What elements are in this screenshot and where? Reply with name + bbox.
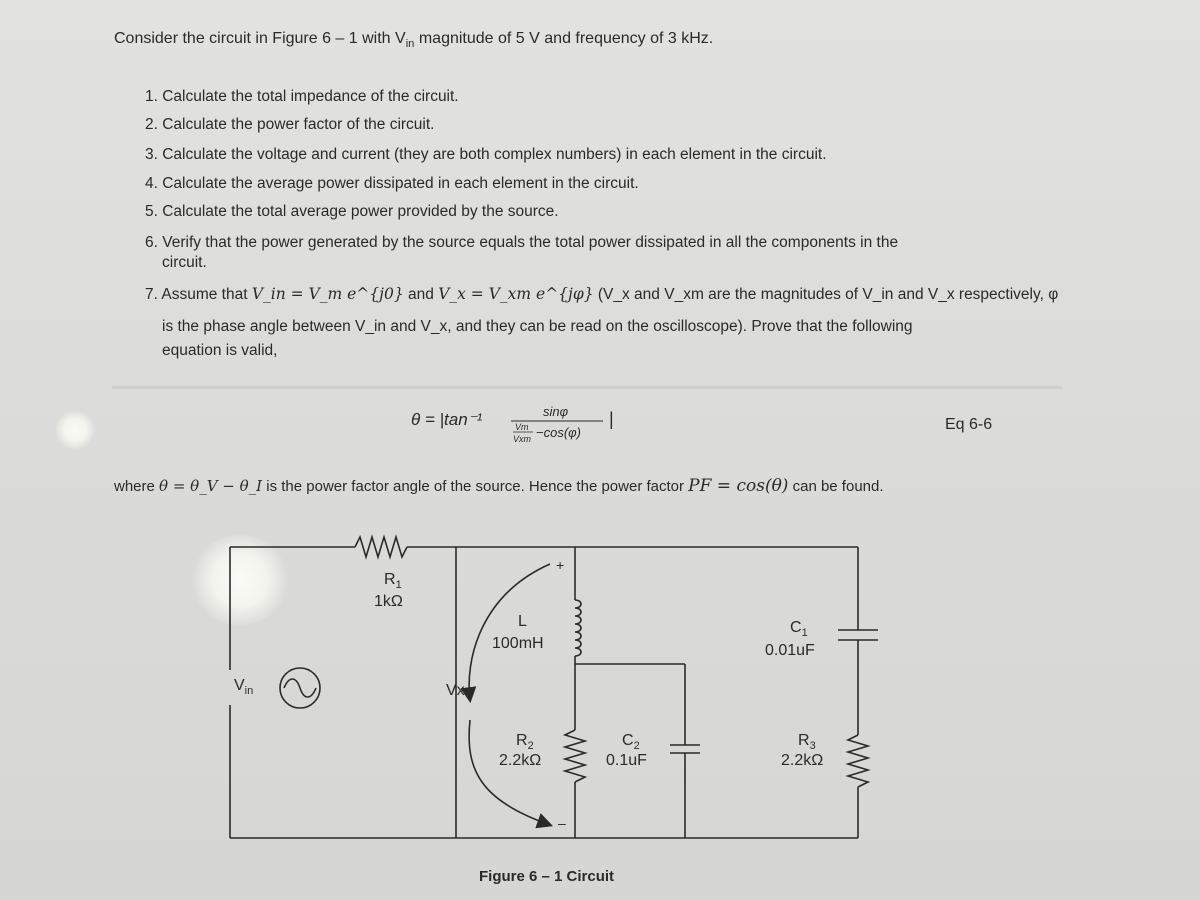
plus-sign: + — [556, 557, 565, 573]
equation-label: Eq 6-6 — [945, 416, 993, 433]
equation-ratio-den: Vxm — [513, 434, 531, 444]
equation-abs-close: | — [609, 409, 614, 429]
section-divider — [112, 386, 1062, 389]
circuit-diagram — [0, 520, 1200, 900]
equation-lhs: θ = |tan⁻¹ — [411, 410, 483, 429]
vin-label: $V_{in}$ — [234, 677, 254, 697]
question-6-cont: circuit. — [162, 254, 207, 271]
equation-ratio-num: Vm — [515, 422, 529, 432]
question-5: 5. Calculate the total average power provided by the source. — [145, 203, 559, 220]
inductor-symbol — [575, 600, 581, 656]
c1-name: $C_1$ — [790, 619, 808, 639]
question-6: 6. Verify that the power generated by the source equals the total power dissipated in all the components in the — [145, 234, 899, 251]
vin-expression: V_in = V_m e^{j0} — [251, 285, 404, 303]
c2-value: 0.1uF — [606, 752, 647, 769]
r3-resistor-symbol — [848, 735, 868, 787]
question-1: 1. Calculate the total impedance of the circuit. — [145, 88, 459, 105]
equation-numerator: sinφ — [543, 404, 569, 419]
vx-expression: V_x = V_xm e^{jφ} — [438, 285, 594, 303]
pf-definition: PF = cos(θ) — [688, 476, 789, 496]
glare-spot-small — [55, 410, 95, 450]
r1-resistor-symbol — [355, 537, 407, 557]
figure-caption: Figure 6 – 1 Circuit — [479, 868, 615, 885]
r3-value: 2.2kΩ — [781, 752, 824, 769]
question-2: 2. Calculate the power factor of the circuit. — [145, 116, 435, 133]
question-7-line2: is the phase angle between V_in and V_x, and they can be read on the oscilloscope). Prove that the following — [162, 318, 913, 335]
intro-text: Consider the circuit in Figure 6 – 1 with $V_{in}$ magnitude of 5 V and frequency of 3 kHz. — [114, 30, 714, 51]
r1-name: $R_1$ — [384, 571, 402, 591]
r1-value: 1kΩ — [374, 593, 403, 610]
r2-resistor-symbol — [565, 730, 585, 782]
question-3: 3. Calculate the voltage and current (they are both complex numbers) in each element in the circuit. — [145, 146, 827, 163]
l-name: L — [518, 613, 527, 630]
equation-denominator-rest: −cos(φ) — [536, 425, 581, 440]
vx-label: Vx — [446, 682, 465, 699]
c1-value: 0.01uF — [765, 642, 815, 659]
vx-arrow-bottom — [469, 720, 550, 825]
vin-sine-symbol — [284, 679, 316, 697]
question-7-line1: 7. Assume that V_in = V_m e^{j0} and V_x = V_xm e^{jφ} (V_x and V_xm are the magnitudes of V_in and V_x respectively, φ — [145, 285, 1059, 303]
question-7-line3: equation is valid, — [162, 342, 278, 359]
minus-sign: – — [558, 815, 566, 831]
question-4: 4. Calculate the average power dissipated in each element in the circuit. — [145, 175, 639, 192]
r2-value: 2.2kΩ — [499, 752, 542, 769]
c2-name: $C_2$ — [622, 732, 640, 752]
r2-name: $R_2$ — [516, 732, 534, 752]
l-value: 100mH — [492, 635, 544, 652]
vx-arrow-top — [469, 564, 550, 700]
r3-name: $R_3$ — [798, 732, 816, 752]
equation-6-6 — [405, 398, 635, 450]
where-line: where θ = θ_V − θ_I is the power factor angle of the source. Hence the power factor PF = cos(θ) can be found. — [114, 476, 884, 496]
theta-definition: θ = θ_V − θ_I — [159, 477, 263, 495]
